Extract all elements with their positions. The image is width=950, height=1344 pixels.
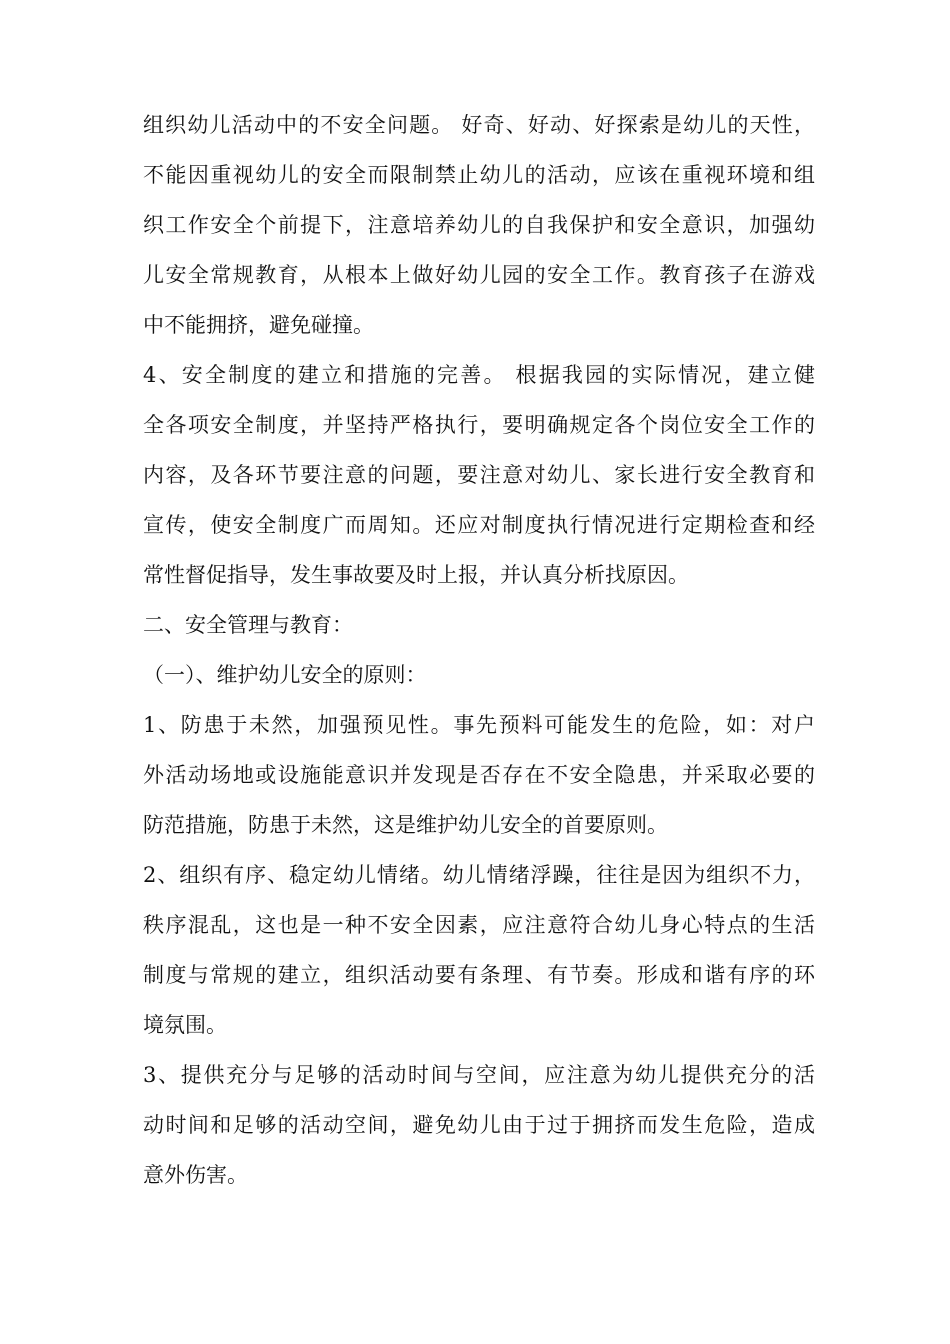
text-line: 内容，及各环节要注意的问题，要注意对幼儿、家长进行安全教育和 bbox=[143, 463, 815, 487]
text-line: 全各项安全制度，并坚持严格执行，要明确规定各个岗位安全工作的 bbox=[143, 413, 815, 437]
text-line: 防范措施，防患于未然，这是维护幼儿安全的首要原则。 bbox=[143, 813, 668, 837]
text-line: 意外伤害。 bbox=[143, 1163, 248, 1187]
text-line: 4、安全制度的建立和措施的完善。 根据我园的实际情况，建立健 bbox=[143, 363, 815, 387]
text-line: 儿安全常规教育，从根本上做好幼儿园的安全工作。教育孩子在游戏 bbox=[143, 263, 815, 287]
text-line: 常性督促指导，发生事故要及时上报，并认真分析找原因。 bbox=[143, 563, 689, 587]
text-line: 制度与常规的建立，组织活动要有条理、有节奏。形成和谐有序的环 bbox=[143, 963, 815, 987]
text-line: 动时间和足够的活动空间，避免幼儿由于过于拥挤而发生危险，造成 bbox=[143, 1113, 815, 1137]
text-line: 不能因重视幼儿的安全而限制禁止幼儿的活动，应该在重视环境和组 bbox=[143, 163, 815, 187]
text-line: 外活动场地或设施能意识并发现是否存在不安全隐患，并采取必要的 bbox=[143, 763, 815, 787]
text-line: 织工作安全个前提下，注意培养幼儿的自我保护和安全意识，加强幼 bbox=[143, 213, 815, 237]
text-line: 中不能拥挤，避免碰撞。 bbox=[143, 313, 374, 337]
text-line: 境氛围。 bbox=[143, 1013, 227, 1037]
section-heading: 二、安全管理与教育： bbox=[143, 613, 353, 637]
text-line: 宣传，使安全制度广而周知。还应对制度执行情况进行定期检查和经 bbox=[143, 513, 815, 537]
text-line: 秩序混乱，这也是一种不安全因素，应注意符合幼儿身心特点的生活 bbox=[143, 913, 815, 937]
subsection-heading: （一）、维护幼儿安全的原则： bbox=[143, 663, 427, 687]
text-line: 1、防患于未然，加强预见性。事先预料可能发生的危险，如：对户 bbox=[143, 713, 815, 737]
document-page bbox=[143, 100, 815, 1200]
text-line: 2、组织有序、稳定幼儿情绪。幼儿情绪浮躁，往往是因为组织不力， bbox=[143, 863, 815, 887]
text-line: 组织幼儿活动中的不安全问题。 好奇、好动、好探索是幼儿的天性， bbox=[143, 113, 815, 137]
text-line: 3、提供充分与足够的活动时间与空间，应注意为幼儿提供充分的活 bbox=[143, 1063, 815, 1087]
